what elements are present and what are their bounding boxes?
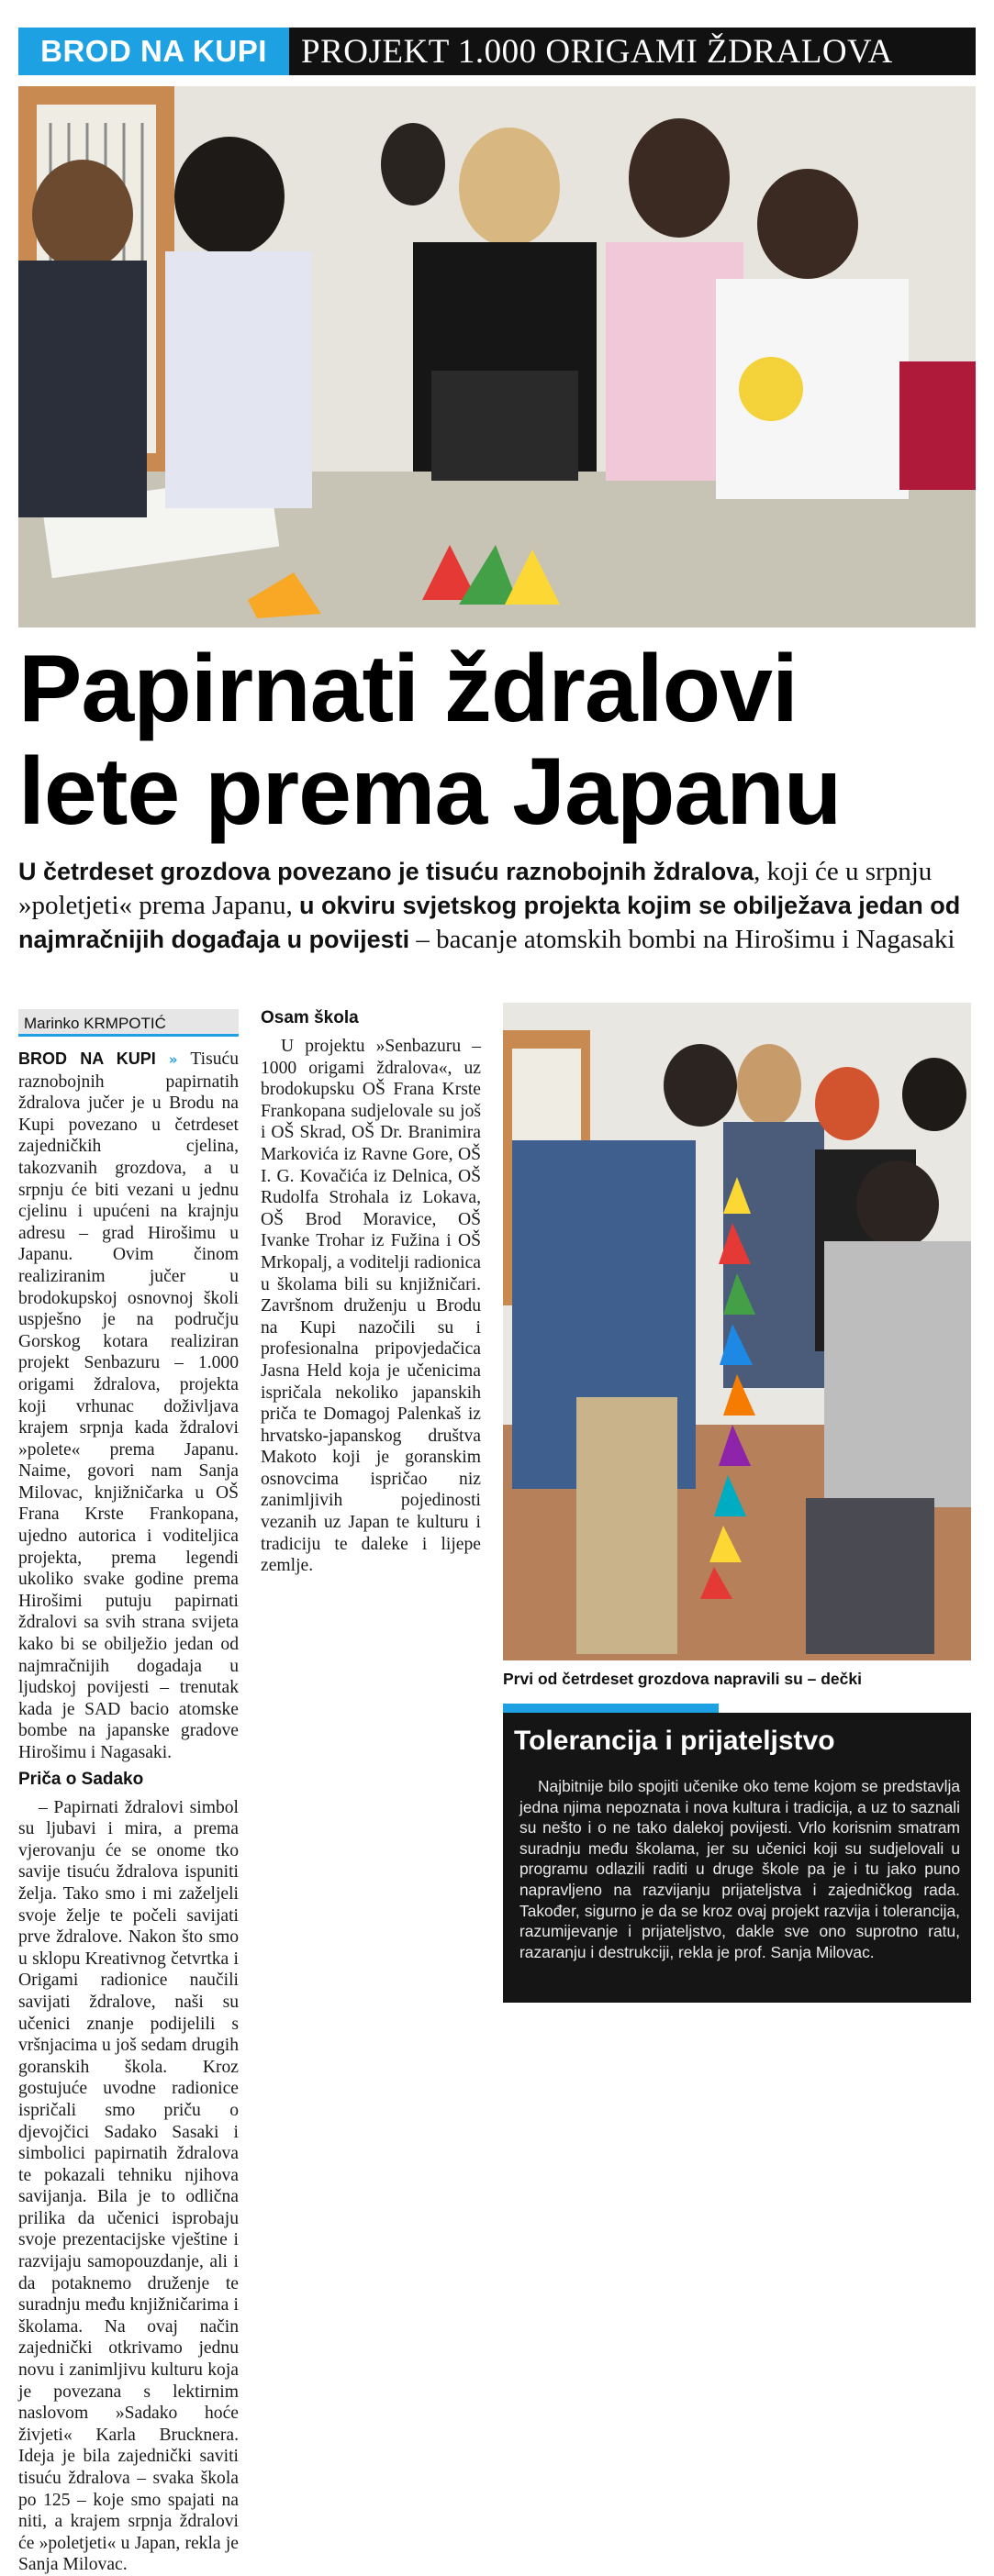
byline: Marinko KRMPOTIĆ (18, 1009, 239, 1037)
article-paragraph-3: U projektu »Senbazuru – 1000 origami ždralova«, uz brodokupsku OŠ Frana Krste Frankopana sudjelovale su još i OŠ Skrad, OŠ Dr. Branimira Markovića iz Ravne Gore, OŠ I. G. Kovačića iz Delnica, OŠ Rudolfa Strohala iz Lokava, OŠ Brod Moravice, OŠ Ivanke Trohar iz Fužina i OŠ Mrkopalj, a voditelji radionica u školama bili su knjižničari. Završnom druženju u Brodu na Kupi nazočili su i profesionalna pripovjedačica Jasna Held koja je učenicima ispričala nekoliko japanskih priča te Domagoj Palenkaš iz hrvatsko-japanskog društva Makoto koji je goranskim osnovcima ispričao niz zanimljivih pojedinosti vezanih uz Japan te kulturu i tradiciju te daleke i lijepe zemlje. (261, 1037, 481, 1576)
headline-line-2: lete prema Japanu (18, 738, 842, 845)
article-paragraph-1: Tisuću raznobojnih papirnatih ždralova jučer je u Brodu na Kupi povezano u četrdeset zajedničkih cjelina, takozvanih grozdova, a u srpnju će biti vezani u jednu cjelinu i upućeni na krajnju adresu – grad Hirošimu u Japanu. Ovim činom realiziranim jučer u brodokupskoj osnovnoj školi uspješno je na području Gorskog kotara realiziran projekt Senbazuru – 1.000 origami ždralova, projekta koji vrhunac doživljava krajem srpnja kada ždralovi »polete« prema Japanu. Naime, govori nam Sanja Milovac, knjižničarka u OŠ Frana Krste Frankopana, ujedno autorica i voditeljica projekta, prema legendi ukoliko svake godine prema Hirošimi putuju papirnati ždralovi sa svih strana svijeta kako bi se obilježio jedan od najmračnijih dogadaja u ljudskoj povijesti – trenutak kada je SAD bacio atomske bombe na japanske gradove Hirošimu i Nagasaki. (18, 1049, 239, 1762)
box-title: Tolerancija i prijateljstvo (514, 1726, 835, 1756)
dek-bold-2: u okviru svjetskog projekta kojim se obilježava jedan od najmračnijih događaja u povijesti (18, 892, 961, 953)
box-accent-bar (503, 1704, 719, 1713)
article-paragraph-2: – Papirnati ždralovi simbol su ljubavi i mira, a prema vjerovanju će se onome tko savije tisuću ždralova ispuniti želja. Tako smo i mi zaželjeli svoje želje te počeli savijati prve ždralove. Nakon što smo u sklopu Kreativnog četvrtka i Origami radionice naučili savijati ždralove, naši su učenici znanje podijelili s vršnjacima u još sedam drugih goranskih škola. Kroz gostujuće uvodne radionice ispričali smo priču o djevojčici Sadako Sasaki i simbolici papirnatih ždralova te pokazali tehniku njihova savijanja. Bila je to odlična prilika da učenici isprobaju svoje prezentacijske vještine i razvijaju samopouzdanje, ali i da potaknemo druženje te suradnju među knjižničarima i školama. Na ovaj način zajednički otkrivamo jednu novu i zanimljivu kulturu koja je povezana s lektirnim naslovom »Sadako hoće živjeti« Karla Brucknera. Ideja je bila zajednički saviti tisuću ždralova – svaka škola po 125 – koje smo spajati na niti, a krajem srpnja ždralovi će »poletjeti« u Japan, rekla je Sanja Milovac. (18, 1797, 239, 2575)
top-photo (18, 86, 976, 627)
subhead-osam-skola: Osam škola (261, 1008, 359, 1027)
article-lead-paragraph (18, 1049, 239, 1764)
dek-text-2: – bacanje atomskih bombi na Hirošimu i Nagasaki (409, 925, 955, 954)
section-tag: BROD NA KUPI (18, 28, 289, 75)
dateline-arrow-icon: » (168, 1051, 178, 1068)
box-paragraph: Najbitnije bilo spojiti učenike oko teme kojom se predstavlja jedna njima nepoznata i nova kultura i tradicija, a uz to saznali su nešto i o ne tako dalekoj povijesti. Vrlo korisnim smatram suradnju među školama, jer su učenici koji su sudjelovali u programu odlazili raditi u druge škole pa je i tu jako puno napravljeno na razvijanju prijateljstva i zajedničkog rada. Također, sigurno je da se kroz ovaj projekt razvija i tolerancija, razumijevanje i prijateljstvo, dakle sve ono suprotno ratu, razaranju i destrukciji, rekla je prof. Sanja Milovac. (519, 1777, 960, 1961)
photo-caption: Prvi od četrdeset grozdova napravili su – dečki (503, 1670, 862, 1688)
header-title: PROJEKT 1.000 ORIGAMI ŽDRALOVA (301, 33, 893, 71)
dek-bold-1: U četrdeset grozdova povezano je tisuću raznobojnih ždralova (18, 858, 754, 885)
dek-text-1: , koji će u srpnju »poletjeti« prema Japanu, (18, 857, 933, 920)
subhead-sadako: Priča o Sadako (18, 1769, 144, 1789)
dateline: BROD NA KUPI (18, 1049, 156, 1068)
right-photo (503, 1003, 971, 1660)
headline-line-1: Papirnati ždralovi (18, 636, 798, 742)
article-column-1 (18, 1049, 239, 2575)
headline (18, 638, 982, 843)
article-column-2 (261, 1003, 481, 2012)
dek (18, 855, 977, 957)
box-text (519, 1776, 960, 1962)
